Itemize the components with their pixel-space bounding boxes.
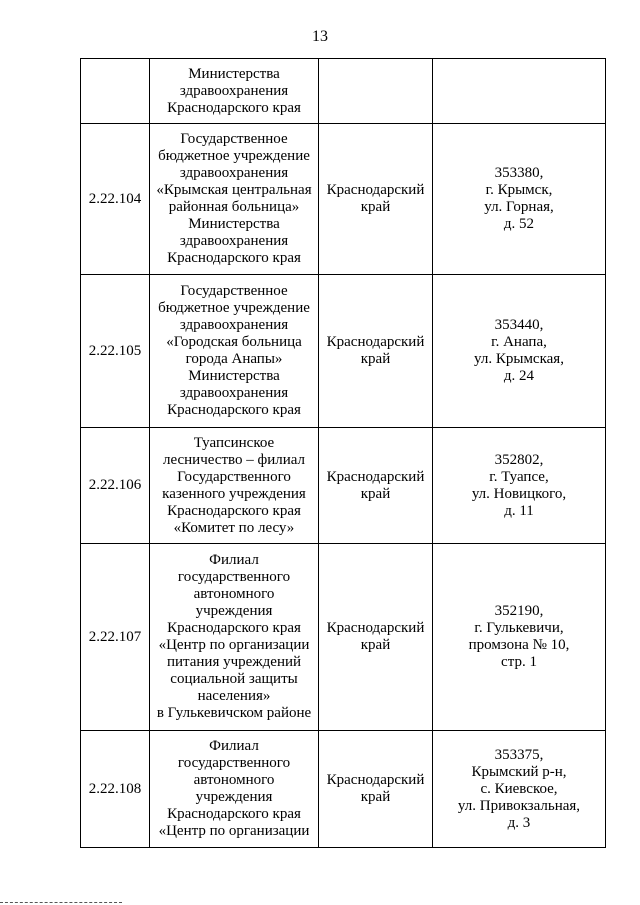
cell-line: Филиал bbox=[209, 552, 259, 568]
table-row bbox=[81, 275, 606, 428]
cell-organization bbox=[150, 59, 319, 124]
cell-line: Краснодарского края bbox=[167, 620, 301, 636]
cell-line: питания учреждений bbox=[166, 654, 302, 670]
cell-line: социальной защиты bbox=[170, 671, 298, 687]
cell-line: «Городская больница bbox=[166, 334, 302, 350]
cell-line: г. Анапа, bbox=[491, 334, 547, 350]
cell-line: промзона № 10, bbox=[468, 637, 570, 653]
cell-line: «Крымская центральная bbox=[156, 182, 312, 198]
cell-address bbox=[433, 124, 606, 275]
cell-line: край bbox=[360, 789, 391, 805]
cell-line: лесничество – филиал bbox=[162, 451, 306, 468]
cell-line: с. Киевское, bbox=[480, 780, 558, 797]
cell-organization bbox=[150, 428, 319, 544]
cell-line: автономного bbox=[193, 586, 275, 602]
cell-line: здравоохранения bbox=[179, 385, 289, 401]
table-row bbox=[81, 731, 606, 848]
cell-line: «Центр по организации bbox=[158, 823, 310, 839]
cell-line: Государственное bbox=[180, 131, 288, 147]
cell-line: учреждения bbox=[195, 603, 273, 619]
cell-line: край bbox=[360, 351, 391, 367]
cell-line: Министерства bbox=[188, 216, 280, 232]
cell-line: Министерства bbox=[188, 368, 280, 384]
cell-address bbox=[433, 544, 606, 731]
cell-organization bbox=[150, 275, 319, 428]
cell-line: автономного bbox=[193, 772, 275, 788]
cell-region bbox=[319, 544, 433, 731]
cell-region bbox=[319, 59, 433, 124]
cell-line: г. Туапсе, bbox=[489, 468, 549, 485]
cell-line: Краснодарского края bbox=[167, 502, 301, 519]
cell-line: Краснодарского края bbox=[167, 99, 301, 116]
cell-number: 2.22.108 bbox=[81, 731, 150, 848]
cell-line: стр. 1 bbox=[501, 654, 537, 670]
registry-table-body bbox=[81, 59, 606, 848]
cell-line: ул. Новицкого, bbox=[471, 485, 567, 502]
cell-line: государственного bbox=[177, 569, 291, 585]
cell-line: Краснодарский bbox=[326, 468, 425, 485]
registry-table bbox=[80, 58, 606, 848]
cell-line: казенного учреждения bbox=[162, 485, 306, 502]
cell-address bbox=[433, 59, 606, 124]
cell-line: бюджетное учреждение bbox=[158, 300, 310, 316]
cell-line: д. 52 bbox=[503, 216, 535, 232]
cell-line: Крымский р-н, bbox=[471, 763, 567, 780]
cell-line: государственного bbox=[177, 755, 291, 771]
cell-line: Краснодарского края bbox=[167, 806, 301, 822]
cell-organization bbox=[150, 544, 319, 731]
cell-line: ул. Привокзальная, bbox=[457, 797, 581, 814]
cell-number: 2.22.107 bbox=[81, 544, 150, 731]
cell-number bbox=[81, 59, 150, 124]
cell-line: «Центр по организации bbox=[158, 637, 310, 653]
cell-line: здравоохранения bbox=[179, 165, 289, 181]
cell-line: край bbox=[360, 199, 391, 215]
cell-line: Филиал bbox=[209, 738, 259, 754]
table-row bbox=[81, 59, 606, 124]
cell-line: Краснодарский bbox=[326, 772, 425, 788]
cell-line: здравоохранения bbox=[179, 233, 289, 249]
cell-line: Краснодарского края bbox=[167, 250, 301, 266]
cell-line: районная больница» bbox=[168, 199, 300, 215]
cell-region bbox=[319, 275, 433, 428]
cell-address bbox=[433, 731, 606, 848]
cell-line: учреждения bbox=[195, 789, 273, 805]
cell-line: «Комитет по лесу» bbox=[173, 519, 295, 536]
page-number: 13 bbox=[312, 28, 328, 45]
cell-line: ул. Крымская, bbox=[474, 351, 564, 367]
cell-region bbox=[319, 731, 433, 848]
cell-line: д. 11 bbox=[504, 502, 534, 519]
cell-line: г. Гулькевичи, bbox=[474, 620, 564, 636]
cell-line: 353380, bbox=[494, 165, 544, 181]
cell-line: в Гулькевичском районе bbox=[156, 705, 312, 721]
cell-number: 2.22.106 bbox=[81, 428, 150, 544]
cell-organization bbox=[150, 731, 319, 848]
cell-line: край bbox=[360, 485, 391, 502]
cell-line: Краснодарский bbox=[326, 334, 425, 350]
cell-line: Министерства bbox=[188, 65, 280, 82]
cell-region bbox=[319, 124, 433, 275]
cell-line: здравоохранения bbox=[179, 82, 289, 99]
cell-line: Государственное bbox=[180, 283, 288, 299]
cell-line: бюджетное учреждение bbox=[158, 148, 310, 164]
cell-line: Туапсинское bbox=[193, 434, 275, 451]
footer-rule bbox=[0, 902, 122, 903]
table-row bbox=[81, 124, 606, 275]
cell-line: 353375, bbox=[494, 746, 544, 763]
cell-number: 2.22.104 bbox=[81, 124, 150, 275]
cell-line: Краснодарский bbox=[326, 620, 425, 636]
table-row bbox=[81, 428, 606, 544]
cell-line: д. 24 bbox=[503, 368, 535, 384]
cell-address bbox=[433, 428, 606, 544]
cell-line: 352802, bbox=[494, 451, 544, 468]
cell-line: 353440, bbox=[494, 317, 544, 333]
cell-line: г. Крымск, bbox=[485, 182, 553, 198]
cell-number: 2.22.105 bbox=[81, 275, 150, 428]
cell-line: населения» bbox=[197, 688, 271, 704]
cell-line: ул. Горная, bbox=[484, 199, 554, 215]
cell-line: край bbox=[360, 637, 391, 653]
cell-line: 352190, bbox=[494, 603, 544, 619]
cell-line: д. 3 bbox=[507, 814, 531, 831]
cell-region bbox=[319, 428, 433, 544]
cell-line: Краснодарского края bbox=[167, 402, 301, 418]
cell-line: Краснодарский bbox=[326, 182, 425, 198]
cell-address bbox=[433, 275, 606, 428]
cell-organization bbox=[150, 124, 319, 275]
table-row bbox=[81, 544, 606, 731]
cell-line: города Анапы» bbox=[185, 351, 283, 367]
cell-line: Государственного bbox=[177, 468, 291, 485]
cell-line: здравоохранения bbox=[179, 317, 289, 333]
